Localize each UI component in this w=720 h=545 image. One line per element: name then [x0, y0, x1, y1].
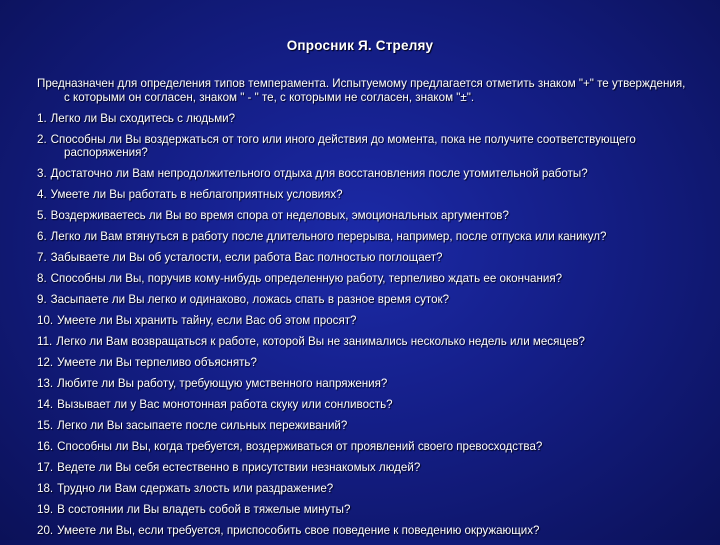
question-text: Достаточно ли Вам непродолжительного отдыха для восстановления после утомительной работы?: [50, 167, 588, 181]
question-item: [37, 335, 687, 349]
question-text: Умеете ли Вы терпеливо объяснять?: [57, 356, 257, 370]
question-number: 1.: [37, 111, 47, 125]
question-text: Умеете ли Вы хранить тайну, если Вас об этом просят?: [57, 314, 357, 328]
question-number: 2.: [37, 132, 47, 146]
question-text: Способны ли Вы, поручив кому-нибудь определенную работу, терпеливо ждать ее окончания?: [50, 272, 563, 286]
question-text: Трудно ли Вам сдержать злость или раздражение?: [57, 482, 334, 496]
question-number: 17.: [37, 461, 54, 475]
question-text: Любите ли Вы работу, требующую умственного напряжения?: [57, 377, 388, 391]
question-text: Забываете ли Вы об усталости, если работа Вас полностью поглощает?: [50, 251, 443, 265]
question-item: [37, 398, 687, 412]
question-text: В состоянии ли Вы владеть собой в тяжелые минуты?: [57, 503, 351, 516]
page-title: Опросник Я. Стреляу: [286, 38, 434, 53]
question-number: 4.: [37, 188, 47, 202]
question-text: Ведете ли Вы себя естественно в присутствии незнакомых людей?: [57, 461, 421, 475]
question-text: Способны ли Вы воздержаться от того или иного действия до момента, пока не получите соответствующего распоряжения?: [50, 132, 636, 160]
question-text: Легко ли Вам втянуться в работу после длительного перерыва, например, после отпуска или каникул?: [50, 230, 607, 244]
question-number: 15.: [37, 419, 54, 433]
question-number: 14.: [37, 398, 54, 412]
question-number: 20.: [37, 523, 54, 537]
question-number: 6.: [37, 230, 47, 244]
question-item: [37, 482, 687, 496]
intro-paragraph: Предназначен для определения типов темперамента. Испытуемому предлагается отметить знаком "+" те утверждения, с которыми он согласен, знаком " - " те, с которыми не согласен, знаком "±".: [37, 77, 686, 104]
question-item: [37, 209, 687, 223]
question-number: 13.: [37, 377, 54, 391]
question-number: 19.: [37, 503, 54, 516]
question-text: Вызывает ли у Вас монотонная работа скуку или сонливость?: [57, 398, 393, 412]
question-text: Легко ли Вы засыпаете после сильных переживаний?: [57, 419, 348, 433]
question-text: Умеете ли Вы работать в неблагоприятных условиях?: [50, 188, 343, 202]
question-item: [37, 112, 687, 126]
question-text: Легко ли Вам возвращаться к работе, которой Вы не занимались несколько недель или месяцев?: [56, 335, 585, 349]
question-text: Умеете ли Вы, если требуется, приспособить свое поведение к поведению окружающих?: [57, 523, 540, 537]
question-item: [37, 314, 687, 328]
question-text: Воздерживаетесь ли Вы во время спора от неделовых, эмоциональных аргументов?: [50, 209, 509, 223]
question-item: [37, 251, 687, 265]
question-number: 8.: [37, 272, 47, 286]
question-number: 10.: [37, 314, 54, 328]
question-text: Способны ли Вы, когда требуется, воздерживаться от проявлений своего превосходства?: [57, 440, 543, 454]
question-item: [37, 167, 687, 181]
question-number: 16.: [37, 440, 54, 454]
question-item: [37, 293, 687, 307]
question-item: [37, 503, 687, 517]
question-item: [37, 440, 687, 454]
question-item: [37, 524, 687, 538]
question-text: Легко ли Вы сходитесь с людьми?: [50, 111, 236, 125]
question-number: 3.: [37, 167, 47, 181]
question-item: [37, 461, 687, 475]
question-item: [37, 230, 687, 244]
question-number: 11.: [37, 335, 53, 349]
question-number: 12.: [37, 356, 54, 370]
question-item: [37, 377, 687, 391]
question-item: [37, 133, 687, 160]
question-item: [37, 272, 687, 286]
question-item: [37, 419, 687, 433]
question-number: 7.: [37, 251, 47, 265]
question-number: 18.: [37, 482, 54, 496]
question-number: 5.: [37, 209, 47, 223]
question-item: [37, 356, 687, 370]
question-item: [37, 188, 687, 202]
question-text: Засыпаете ли Вы легко и одинаково, ложась спать в разное время суток?: [50, 293, 450, 307]
slide-content: [37, 77, 687, 545]
question-number: 9.: [37, 293, 47, 307]
